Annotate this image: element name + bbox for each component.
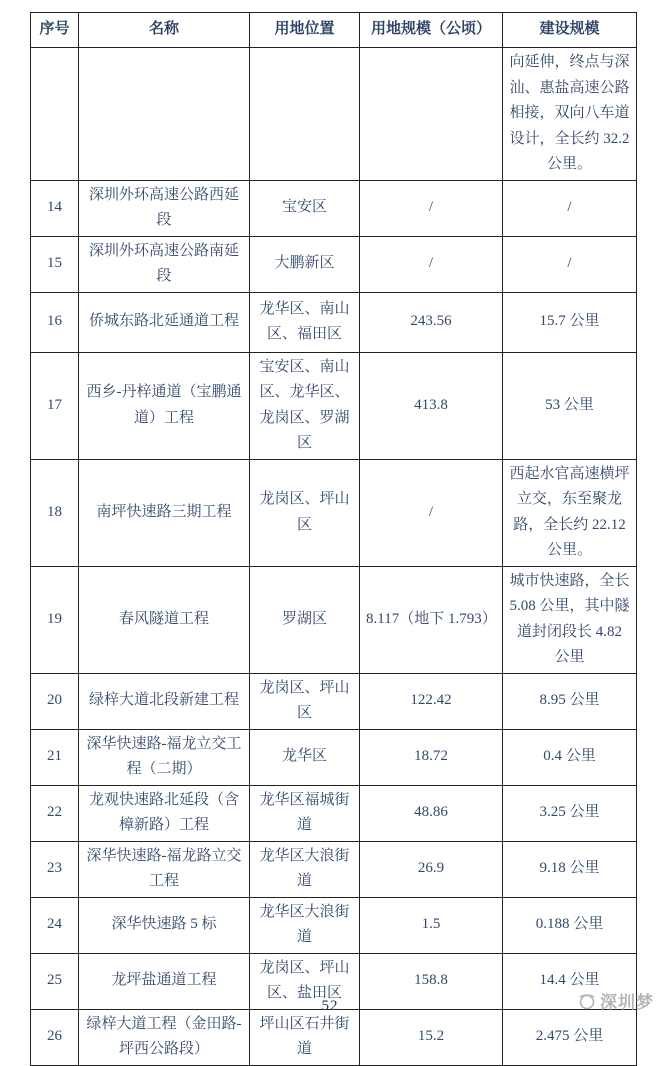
cell-construction-scale: 14.4 公里 — [503, 953, 637, 1009]
cell-land-area: 26.9 — [360, 841, 503, 897]
cell-serial-number: 23 — [31, 841, 79, 897]
cell-land-location: 坪山区石井街道 — [250, 1009, 360, 1065]
cell-land-area: 15.2 — [360, 1009, 503, 1065]
cell-land-location: 龙华区 — [250, 729, 360, 785]
header-land-area: 用地规模（公顷） — [360, 13, 503, 48]
cell-project-name: 侨城东路北延通道工程 — [79, 292, 250, 352]
table-row — [31, 729, 637, 785]
cell-construction-scale: 0.188 公里 — [503, 897, 637, 953]
cell-land-location: 龙华区大浪街道 — [250, 897, 360, 953]
cell-serial-number: 20 — [31, 673, 79, 729]
cell-land-area: / — [360, 459, 503, 566]
cell-serial-number: 22 — [31, 785, 79, 841]
cell-serial-number: 16 — [31, 292, 79, 352]
table-row — [31, 1009, 637, 1065]
table-row — [31, 566, 637, 673]
cell-serial-number: 18 — [31, 459, 79, 566]
cell-project-name: 龙坪盐通道工程 — [79, 953, 250, 1009]
cell-serial-number: 24 — [31, 897, 79, 953]
table-row — [31, 897, 637, 953]
table-row — [31, 292, 637, 352]
cell-project-name: 深华快速路-福龙立交工程（二期） — [79, 729, 250, 785]
table-row — [31, 180, 637, 236]
cell-land-location: 龙华区、南山区、福田区 — [250, 292, 360, 352]
table-body — [31, 48, 637, 1066]
table-row — [31, 785, 637, 841]
header-construction-scale: 建设规模 — [503, 13, 637, 48]
cell-project-name: 南坪快速路三期工程 — [79, 459, 250, 566]
cell-land-location: 龙华区福城街道 — [250, 785, 360, 841]
cell-project-name: 春风隧道工程 — [79, 566, 250, 673]
cell-serial-number: 25 — [31, 953, 79, 1009]
cell-serial-number — [31, 48, 79, 181]
cell-serial-number: 15 — [31, 236, 79, 292]
cell-land-location: 宝安区 — [250, 180, 360, 236]
cell-construction-scale: / — [503, 236, 637, 292]
shenzhen-dream-logo-icon — [578, 992, 596, 1010]
cell-land-location — [250, 48, 360, 181]
cell-project-name: 龙观快速路北延段（含樟新路）工程 — [79, 785, 250, 841]
header-serial-number: 序号 — [31, 13, 79, 48]
table-row — [31, 48, 637, 181]
cell-construction-scale: 城市快速路，全长 5.08 公里，其中隧道封闭段长 4.82 公里 — [503, 566, 637, 673]
cell-land-area: / — [360, 236, 503, 292]
cell-land-area: 18.72 — [360, 729, 503, 785]
cell-project-name: 西乡-丹梓通道（宝鹏通道）工程 — [79, 352, 250, 459]
cell-land-area: 243.56 — [360, 292, 503, 352]
cell-land-location: 罗湖区 — [250, 566, 360, 673]
cell-land-location: 大鹏新区 — [250, 236, 360, 292]
cell-project-name: 绿梓大道北段新建工程 — [79, 673, 250, 729]
cell-land-area: 48.86 — [360, 785, 503, 841]
header-land-location: 用地位置 — [250, 13, 360, 48]
cell-construction-scale: 西起水官高速横坪立交，东至聚龙路，全长约 22.12 公里。 — [503, 459, 637, 566]
cell-land-area: 122.42 — [360, 673, 503, 729]
cell-land-area: 1.5 — [360, 897, 503, 953]
cell-construction-scale: 0.4 公里 — [503, 729, 637, 785]
cell-serial-number: 14 — [31, 180, 79, 236]
watermark — [578, 988, 654, 1013]
cell-construction-scale: 15.7 公里 — [503, 292, 637, 352]
cell-construction-scale: 2.475 公里 — [503, 1009, 637, 1065]
cell-land-area: 413.8 — [360, 352, 503, 459]
cell-project-name: 深圳外环高速公路西延段 — [79, 180, 250, 236]
cell-serial-number: 19 — [31, 566, 79, 673]
cell-project-name: 深华快速路-福龙路立交工程 — [79, 841, 250, 897]
cell-project-name: 绿梓大道工程（金田路-坪西公路段） — [79, 1009, 250, 1065]
table-row — [31, 673, 637, 729]
table-row — [31, 352, 637, 459]
table-header-row — [31, 13, 637, 48]
cell-construction-scale: 9.18 公里 — [503, 841, 637, 897]
cell-project-name — [79, 48, 250, 181]
cell-land-area: / — [360, 180, 503, 236]
header-project-name: 名称 — [79, 13, 250, 48]
cell-serial-number: 21 — [31, 729, 79, 785]
table-row — [31, 841, 637, 897]
cell-construction-scale: 53 公里 — [503, 352, 637, 459]
cell-land-location: 宝安区、南山区、龙华区、龙岗区、罗湖区 — [250, 352, 360, 459]
table-row — [31, 459, 637, 566]
cell-project-name: 深圳外环高速公路南延段 — [79, 236, 250, 292]
cell-land-location: 龙岗区、坪山区 — [250, 673, 360, 729]
cell-construction-scale: 3.25 公里 — [503, 785, 637, 841]
cell-land-location: 龙岗区、坪山区 — [250, 459, 360, 566]
cell-land-area — [360, 48, 503, 181]
cell-land-area: 158.8 — [360, 953, 503, 1009]
cell-land-location: 龙华区大浪街道 — [250, 841, 360, 897]
cell-construction-scale: 向延伸，终点与深汕、惠盐高速公路相接，双向八车道设计，全长约 32.2 公里。 — [503, 48, 637, 181]
watermark-label: 深圳梦 — [600, 993, 654, 1012]
cell-land-area: 8.117（地下 1.793） — [360, 566, 503, 673]
page-number: 52 — [321, 998, 339, 1014]
land-use-table — [30, 12, 637, 1066]
table-row — [31, 236, 637, 292]
cell-project-name: 深华快速路 5 标 — [79, 897, 250, 953]
cell-serial-number: 17 — [31, 352, 79, 459]
cell-land-location: 龙岗区、坪山区、盐田区 — [250, 953, 360, 1009]
cell-construction-scale: 8.95 公里 — [503, 673, 637, 729]
cell-construction-scale: / — [503, 180, 637, 236]
cell-serial-number: 26 — [31, 1009, 79, 1065]
